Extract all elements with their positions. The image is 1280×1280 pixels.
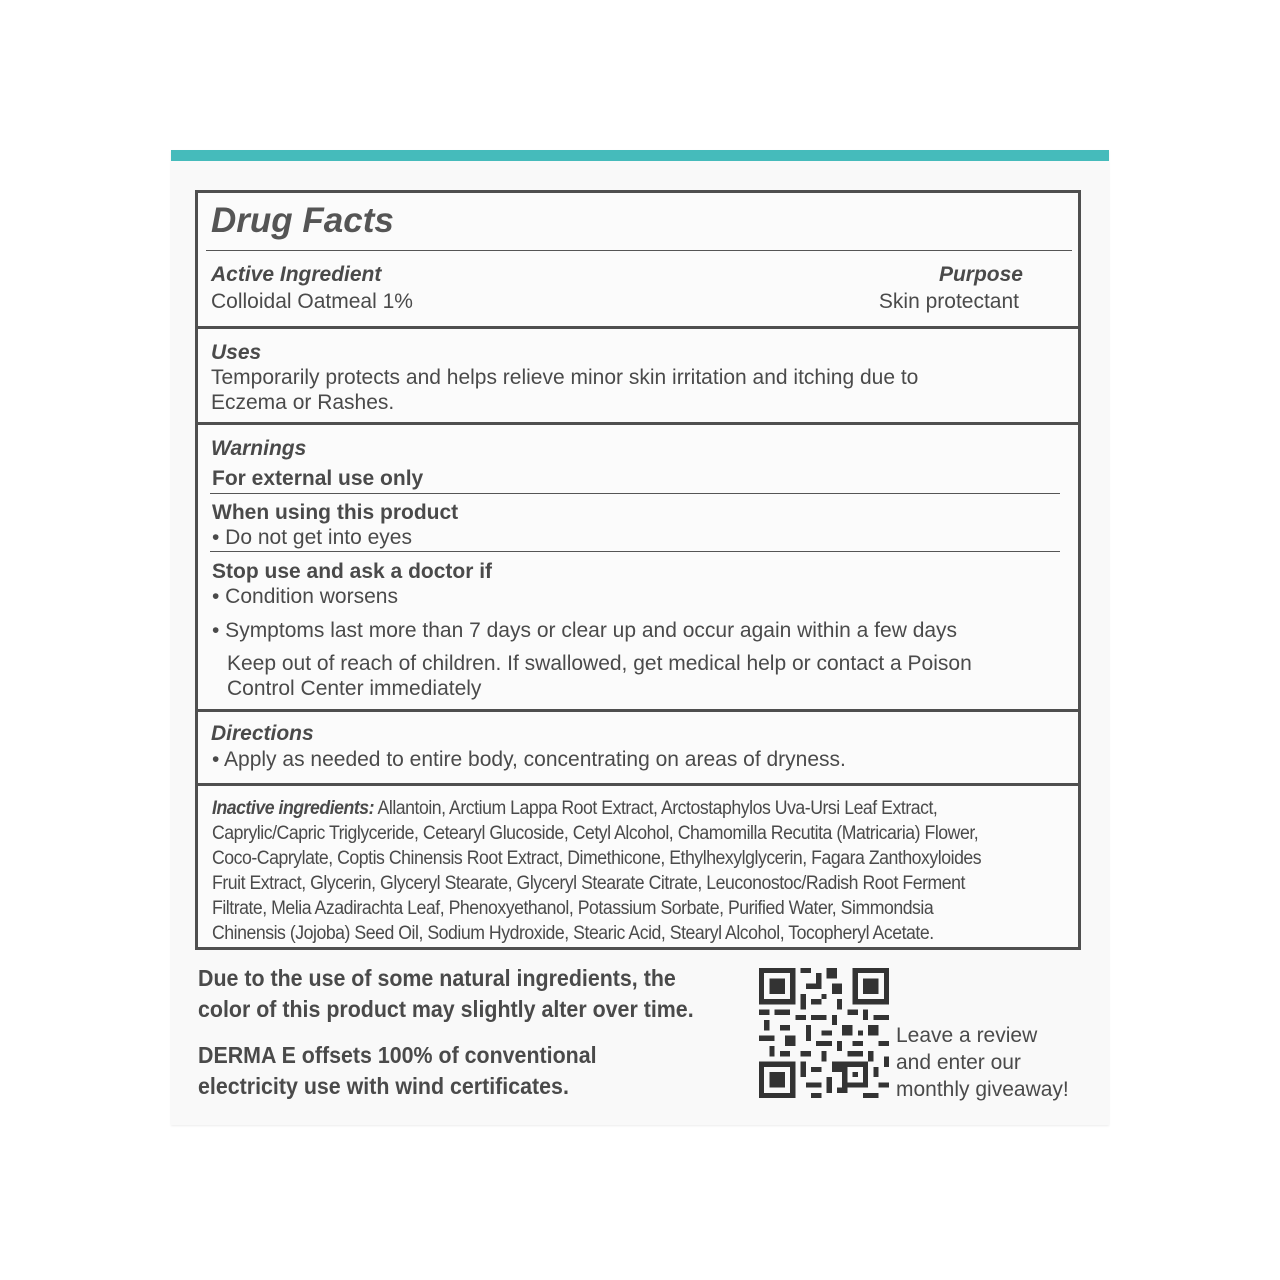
- section-divider: [198, 326, 1078, 329]
- inactive-ingredients-line: Coco-Caprylate, Coptis Chinensis Root Extract, Dimethicone, Ethylhexylglycerin, Fagara Zanthoxyloides: [212, 848, 982, 869]
- inactive-ingredients-text: [212, 796, 1064, 946]
- warnings-subdivider: [210, 493, 1060, 494]
- inactive-ingredients-line: Chinensis (Jojoba) Seed Oil, Sodium Hydroxide, Stearic Acid, Stearyl Alcohol, Tocopheryl Acetate.: [212, 923, 934, 944]
- drug-facts-box: [195, 190, 1081, 950]
- directions-heading: Directions: [211, 722, 314, 745]
- section-divider: [198, 783, 1078, 786]
- purpose-heading: Purpose: [938, 263, 1023, 286]
- natural-note-line: Due to the use of some natural ingredients, the: [198, 965, 676, 991]
- review-line: and enter our: [896, 1051, 1021, 1074]
- inactive-ingredients-line: Caprylic/Capric Triglyceride, Cetearyl Glucoside, Cetyl Alcohol, Chamomilla Recutita (Matricaria) Flower,: [212, 823, 979, 844]
- warnings-heading: Warnings: [211, 437, 307, 460]
- when-using-item: • Do not get into eyes: [212, 526, 412, 549]
- purpose-value: Skin protectant: [878, 290, 1019, 313]
- drug-facts-title: Drug Facts: [211, 201, 394, 240]
- review-line: monthly giveaway!: [896, 1078, 1069, 1101]
- active-ingredient-heading: Active Ingredient: [211, 263, 382, 286]
- natural-ingredients-note: [198, 963, 694, 1025]
- qr-code-icon[interactable]: [759, 968, 889, 1098]
- title-divider: [206, 250, 1072, 251]
- inactive-ingredients-heading: Inactive ingredients:: [212, 798, 375, 819]
- inactive-ingredients-line: Filtrate, Melia Azadirachta Leaf, Phenoxyethanol, Potassium Sorbate, Purified Water, Simmondsia: [212, 898, 934, 919]
- stop-use-item: • Condition worsens: [212, 585, 398, 608]
- inactive-ingredients-line: Allantoin, Arctium Lappa Root Extract, Arctostaphylos Uva-Ursi Leaf Extract,: [374, 798, 938, 819]
- product-label-panel: [171, 150, 1109, 1125]
- wind-note-line: electricity use with wind certificates.: [198, 1073, 569, 1099]
- uses-text-line1: Temporarily protects and helps relieve minor skin irritation and itching due to: [211, 366, 919, 389]
- stop-use-heading: Stop use and ask a doctor if: [212, 560, 493, 583]
- section-divider: [198, 709, 1078, 712]
- wind-certificates-note: [198, 1040, 597, 1102]
- wind-note-line: DERMA E offsets 100% of conventional: [198, 1042, 597, 1068]
- review-giveaway-text: [896, 1022, 1069, 1103]
- review-line: Leave a review: [896, 1024, 1038, 1047]
- section-divider: [198, 422, 1078, 425]
- directions-item: • Apply as needed to entire body, concentrating on areas of dryness.: [212, 748, 846, 771]
- uses-text-line2: Eczema or Rashes.: [211, 391, 395, 414]
- teal-accent-stripe: [171, 150, 1109, 161]
- inactive-ingredients-line: Fruit Extract, Glycerin, Glyceryl Stearate, Glyceryl Stearate Citrate, Leuconostoc/Radish Root Ferment: [212, 873, 965, 894]
- uses-heading: Uses: [211, 341, 262, 364]
- active-ingredient-value: Colloidal Oatmeal 1%: [211, 290, 413, 313]
- keep-out-text-line2: Control Center immediately: [227, 677, 482, 700]
- keep-out-text-line1: Keep out of reach of children. If swallowed, get medical help or contact a Poison: [227, 652, 972, 675]
- warnings-subdivider: [210, 551, 1060, 552]
- when-using-heading: When using this product: [212, 501, 459, 524]
- external-use-text: For external use only: [212, 467, 424, 490]
- stop-use-item: • Symptoms last more than 7 days or clear up and occur again within a few days: [212, 619, 958, 642]
- natural-note-line: color of this product may slightly alter over time.: [198, 996, 694, 1022]
